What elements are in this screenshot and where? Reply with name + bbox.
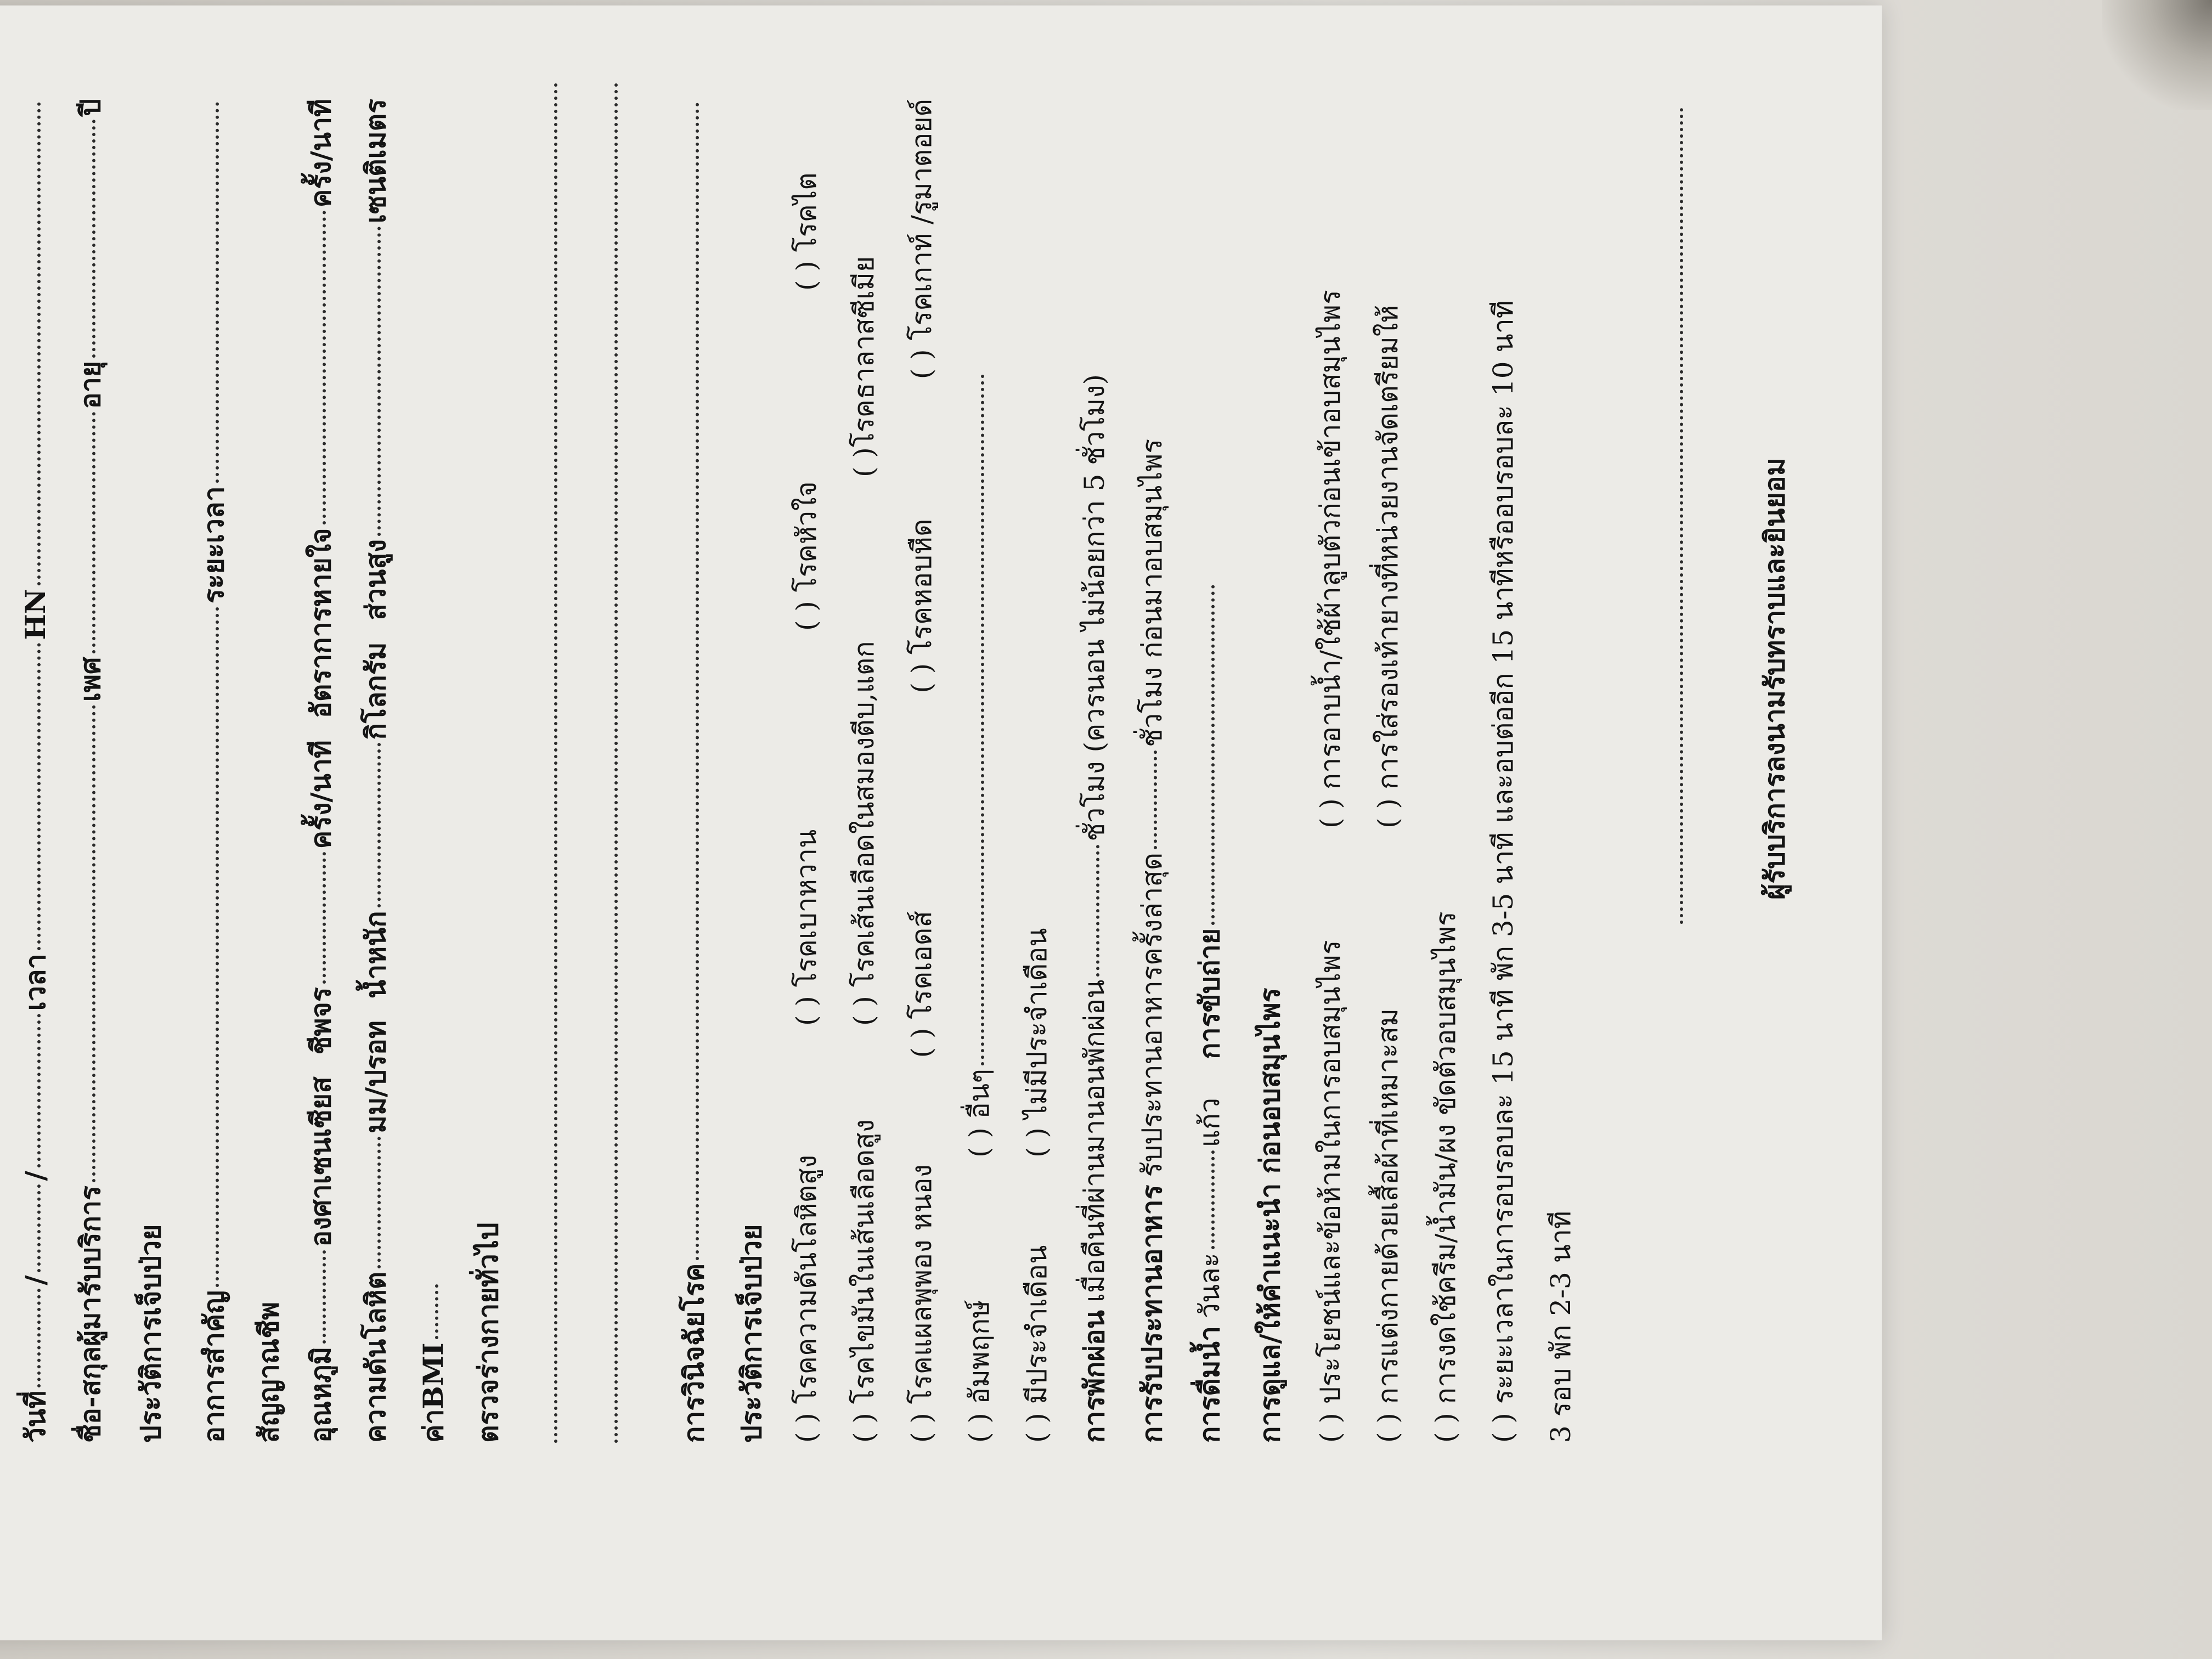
diagnosis-row	[669, 99, 719, 1443]
exam-label: ตรวจร่างกายทั่วไป	[472, 1222, 504, 1443]
thalassemia-checkbox[interactable]: ( )โรคธาลาสซีเมีย	[848, 256, 880, 477]
stroke-checkbox[interactable]: ( ) โรคเส้นเลือดในสมองตีบ,แตก	[848, 641, 880, 1026]
age-unit: ปี	[74, 99, 106, 116]
weight-field[interactable]	[377, 743, 381, 907]
illness-heading-row	[727, 99, 776, 1443]
measure-row	[351, 99, 400, 1443]
temp-label: อุณหภูมิ	[304, 1346, 337, 1443]
kidney-disease-checkbox[interactable]: ( ) โรคไต	[791, 172, 822, 291]
advice-rounds-text: 3 รอบ พัก 2-3 นาที	[1545, 1211, 1577, 1443]
name-row	[66, 99, 115, 1443]
heart-disease-checkbox[interactable]: ( ) โรคหัวใจ	[791, 481, 822, 631]
excrete-label: การขับถ่าย	[1193, 928, 1226, 1059]
diagnosis-label: การวินิจฉัยโรค	[678, 1263, 710, 1443]
condition-row-3	[897, 99, 946, 1443]
exam-line-2[interactable]	[614, 82, 618, 1443]
symptom-label: อาการสำคัญ	[198, 1290, 230, 1443]
food-row	[1127, 99, 1177, 1443]
advice-heading: การดูแล/ให้คำแนะนำ ก่อนอบสมุนไพร	[1254, 988, 1286, 1443]
condition-row-5	[1012, 99, 1062, 1443]
diagnosis-field[interactable]	[696, 102, 699, 1260]
advice-row-4	[1479, 99, 1528, 1443]
time-label: เวลา	[19, 953, 52, 1011]
food-text: รับประทานอาหารครั้งล่าสุด	[1136, 852, 1168, 1177]
no-menses-checkbox[interactable]: ( ) ไม่มีประจำเดือน	[1021, 928, 1053, 1158]
condition-row-1	[782, 99, 831, 1443]
history-heading: ประวัติการเจ็บป่วย	[134, 1224, 167, 1443]
bp-unit: มม/ปรอท	[359, 1020, 392, 1133]
food-hours-field[interactable]	[1154, 751, 1157, 849]
hn-label: HN	[19, 589, 52, 640]
food-unit: ชั่วโมง ก่อนมาอบสมุนไพร	[1136, 438, 1168, 747]
water-row	[1185, 99, 1234, 1443]
height-unit: เซนติเมตร	[359, 99, 392, 224]
skin-sore-checkbox[interactable]: ( ) โรคแผลพุพอง หนอง	[906, 1164, 938, 1443]
signature-label: ผู้รับบริการลงนามรับทราบและยินยอม	[1758, 458, 1791, 900]
excrete-field[interactable]	[1211, 585, 1215, 925]
advice-bath-checkbox[interactable]: ( ) การอาบน้ำ/ใช้ผ้าลูบตัวก่อนเข้าอบสมุนไพร	[1314, 290, 1346, 828]
vitals-row	[296, 99, 346, 1443]
date-label: วันที่	[19, 1390, 52, 1443]
water-text: วันละ	[1194, 1252, 1226, 1319]
rest-label: การพักผ่อน	[1078, 1310, 1110, 1443]
resp-field[interactable]	[323, 211, 326, 524]
bmi-label: ค่าBMI	[417, 1342, 449, 1443]
advice-duration-checkbox[interactable]: ( ) ระยะเวลาในการอบรอบละ 15 นาที พัก 3-5 นาที และอบต่ออีก 15 นาทีหรืออบรอบละ 10 นาที	[1487, 300, 1519, 1443]
hn-field[interactable]	[37, 102, 41, 585]
water-field[interactable]	[1211, 1150, 1215, 1249]
age-label: อายุ	[74, 360, 106, 409]
paralysis-checkbox[interactable]: ( ) อัมพฤกษ์	[963, 1300, 995, 1443]
rest-text: เมื่อคืนที่ผ่านมานอนพักผ่อน	[1079, 979, 1110, 1303]
bmi-field[interactable]	[435, 1284, 438, 1339]
date-row	[11, 99, 60, 1443]
advice-shoes-checkbox[interactable]: ( ) การใส่รองเท้ายางที่หน่วยงานจัดเตรียมให้	[1372, 304, 1404, 828]
age-field[interactable]	[92, 120, 95, 358]
asthma-checkbox[interactable]: ( ) โรคหอบหืด	[906, 518, 938, 693]
name-label: ชื่อ-สกุลผู้มารับบริการ	[74, 1186, 106, 1443]
menses-checkbox[interactable]: ( ) มีประจำเดือน	[1021, 1245, 1053, 1443]
symptom-field[interactable]	[216, 607, 219, 1287]
symptom-row	[189, 99, 239, 1443]
gout-checkbox[interactable]: ( ) โรคเกาท์ /รูมาตอยด์	[906, 99, 938, 380]
advice-benefit-checkbox[interactable]: ( ) ประโยชน์และข้อห้ามในการอบสมุนไพร	[1314, 940, 1346, 1443]
vitals-heading-row	[244, 99, 294, 1443]
temp-field[interactable]	[323, 1250, 326, 1344]
date-month-field[interactable]	[37, 1184, 41, 1272]
pulse-field[interactable]	[323, 852, 326, 984]
sex-field[interactable]	[92, 412, 95, 653]
duration-label: ระยะเวลา	[198, 486, 230, 604]
advice-clothing-checkbox[interactable]: ( ) การแต่งกายด้วยเสื้อผ้าที่เหมาะสม	[1372, 1008, 1404, 1443]
rest-hours-field[interactable]	[1096, 845, 1099, 977]
bp-label: ความดันโลหิต	[359, 1271, 392, 1443]
water-label: การดื่มน้ำ	[1193, 1326, 1226, 1443]
table-shadow	[2102, 0, 2212, 110]
resp-label: อัตราการหายใจ	[304, 528, 337, 719]
date-separator: /	[19, 1171, 52, 1181]
other-field[interactable]	[981, 374, 984, 1065]
rest-row	[1070, 99, 1119, 1443]
rest-unit: ชั่วโมง (ควรนอน ไม่น้อยกว่า 5 ชั่วโมง)	[1079, 374, 1110, 842]
temp-unit: องศาเซนเซียส	[304, 1076, 337, 1247]
pulse-unit: ครั้ง/นาที	[304, 740, 337, 849]
food-label: การรับประทานอาหาร	[1136, 1184, 1168, 1443]
condition-row-2	[839, 99, 889, 1443]
height-label: ส่วนสูง	[359, 539, 392, 620]
other-checkbox[interactable]: ( ) อื่นๆ	[963, 1069, 995, 1158]
date-separator: /	[19, 1275, 52, 1285]
time-field[interactable]	[37, 643, 41, 950]
advice-row-1	[1306, 99, 1355, 1443]
duration-field[interactable]	[216, 102, 219, 483]
vitals-heading: สัญญาณชีพ	[252, 1301, 285, 1443]
date-year-field[interactable]	[37, 1014, 41, 1167]
advice-row-3	[1421, 99, 1470, 1443]
sex-label: เพศ	[74, 657, 106, 702]
hypertension-checkbox[interactable]: ( ) โรคความดันโลหิตสูง	[791, 1154, 822, 1443]
history-heading-row	[126, 99, 176, 1443]
signature-label-row	[1750, 132, 1799, 900]
weight-unit: กิโลกรัม	[359, 642, 392, 740]
water-unit: แก้ว	[1194, 1097, 1226, 1148]
advice-cream-checkbox[interactable]: ( ) การงดใช้ครีม/น้ำมัน/ผง ขัดตัวอบสมุนไพร	[1430, 911, 1462, 1443]
condition-row-4	[955, 99, 1004, 1443]
advice-row-2	[1363, 99, 1413, 1443]
weight-label: น้ำหนัก	[359, 911, 392, 999]
signature-field[interactable]	[1680, 108, 1683, 924]
aids-checkbox[interactable]: ( ) โรคเอดส์	[906, 911, 938, 1058]
diabetes-checkbox[interactable]: ( ) โรคเบาหวาน	[791, 829, 822, 1026]
advice-heading-row	[1245, 99, 1295, 1443]
height-field[interactable]	[377, 227, 381, 536]
bmi-row	[409, 99, 458, 1443]
resp-unit: ครั้ง/นาที	[304, 99, 337, 208]
exam-line-1[interactable]	[554, 82, 557, 1443]
lipid-checkbox[interactable]: ( ) โรคไขมันในเส้นเลือดสูง	[848, 1119, 880, 1443]
name-field[interactable]	[92, 705, 95, 1182]
illness-heading: ประวัติการเจ็บป่วย	[735, 1224, 768, 1443]
exam-row	[464, 99, 513, 1443]
pulse-label: ชีพจร	[304, 987, 337, 1055]
date-day-field[interactable]	[37, 1289, 41, 1387]
bp-field[interactable]	[377, 1137, 381, 1268]
advice-row-5	[1536, 99, 1585, 1443]
signature-row	[1684, 104, 1734, 927]
paper-form	[0, 5, 1882, 1640]
